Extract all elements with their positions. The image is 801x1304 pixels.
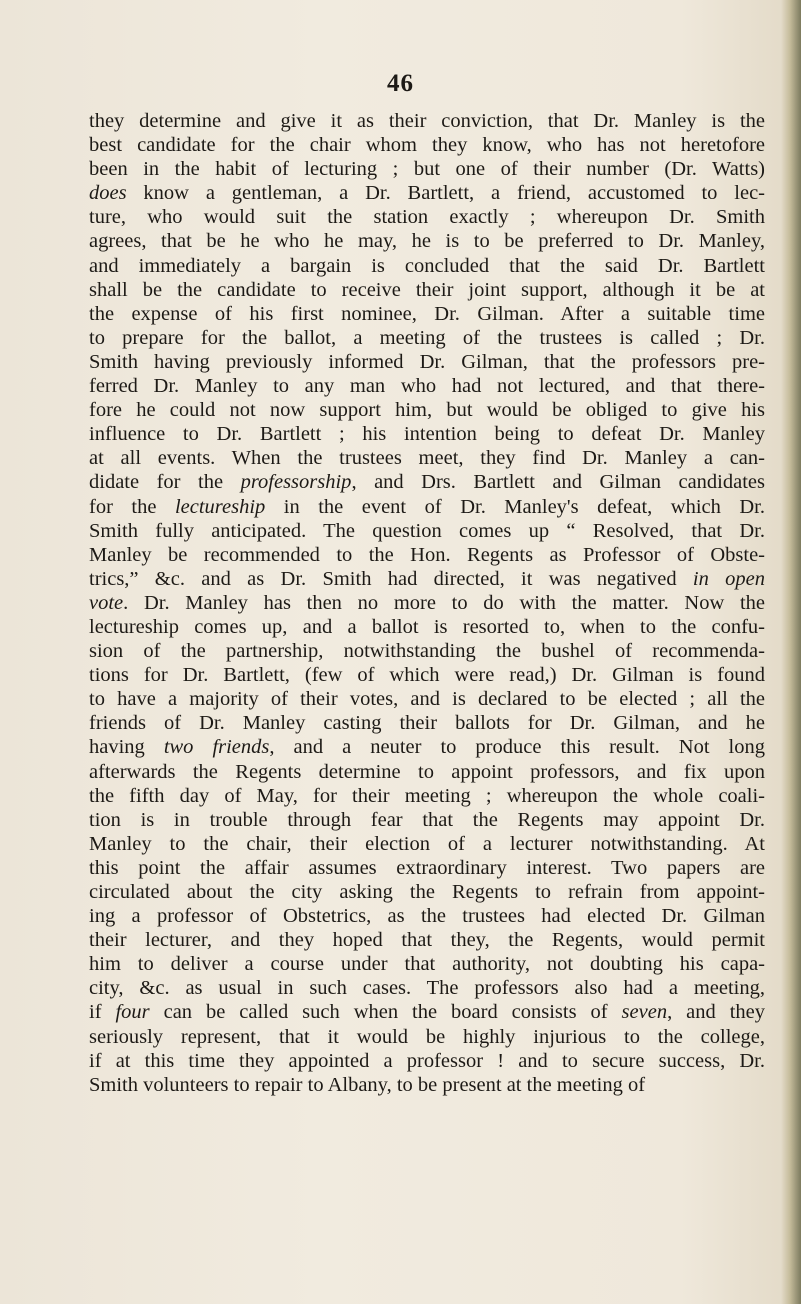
text-line: they determine and give it as their conviction, that Dr. Manley is the xyxy=(89,110,765,132)
text-line: fore he could not now support him, but would be obliged to give his xyxy=(89,399,765,422)
text-line: their lecturer, and they hoped that they, the Regents, would permit xyxy=(89,929,765,952)
text-line: Manley be recommended to the Hon. Regents as Professor of Obste- xyxy=(89,543,765,566)
text-line: best candidate for the chair whom they know, who has not heretofore xyxy=(89,134,765,157)
text-line: lectureship comes up, and a ballot is resorted to, when to the confu- xyxy=(89,615,765,638)
text-line: friends of Dr. Manley casting their ballots for Dr. Gilman, and he xyxy=(89,712,765,735)
text-line: having two friends, and a neuter to produce this result. Not long xyxy=(89,736,765,759)
text-line: ferred Dr. Manley to any man who had not lectured, and that there- xyxy=(89,375,765,398)
text-line: at all events. When the trustees meet, they find Dr. Manley a can- xyxy=(89,447,765,470)
text-line: circulated about the city asking the Regents to refrain from appoint- xyxy=(89,881,765,903)
text-line: trics,” &c. and as Dr. Smith had directed, it was negatived in open xyxy=(89,567,765,590)
page-edge-shadow xyxy=(781,0,801,1304)
text-line: influence to Dr. Bartlett ; his intention being to defeat Dr. Manley xyxy=(89,423,765,446)
text-line: vote. Dr. Manley has then no more to do with the matter. Now the xyxy=(89,591,765,614)
text-line: to have a majority of their votes, and is declared to be elected ; all the xyxy=(89,688,765,711)
text-line: tions for Dr. Bartlett, (few of which were read,) Dr. Gilman is found xyxy=(89,664,765,687)
text-line: Smith volunteers to repair to Albany, to be present at the meeting of xyxy=(89,1073,646,1096)
text-line: seriously represent, that it would be highly injurious to the college, xyxy=(89,1025,765,1048)
text-line: sion of the partnership, notwithstanding the bushel of recommenda- xyxy=(89,640,765,663)
text-line: shall be the candidate to receive their joint support, although it be at xyxy=(89,278,765,301)
text-line: does know a gentleman, a Dr. Bartlett, a friend, accustomed to lec- xyxy=(89,182,765,205)
text-line: Manley to the chair, their election of a lecturer notwithstanding. At xyxy=(89,832,765,855)
text-line: if four can be called such when the board consists of seven, and they xyxy=(89,1001,765,1024)
text-line: city, &c. as usual in such cases. The professors also had a meeting, xyxy=(89,977,765,1000)
text-line: didate for the professorship, and Drs. Bartlett and Gilman candidates xyxy=(89,471,765,494)
text-line: Smith fully anticipated. The question comes up “ Resolved, that Dr. xyxy=(89,519,765,542)
text-line: been in the habit of lecturing ; but one of their number (Dr. Watts) xyxy=(89,158,765,181)
text-line: and immediately a bargain is concluded that the said Dr. Bartlett xyxy=(89,254,765,277)
text-line: ture, who would suit the station exactly ; whereupon Dr. Smith xyxy=(89,206,765,229)
text-line: ing a professor of Obstetrics, as the trustees had elected Dr. Gilman xyxy=(89,905,765,928)
text-line: for the lectureship in the event of Dr. Manley's defeat, which Dr. xyxy=(89,495,765,518)
text-line: agrees, that be he who he may, he is to be preferred to Dr. Manley, xyxy=(89,230,765,253)
text-line: afterwards the Regents determine to appoint professors, and fix upon xyxy=(89,760,765,783)
page-number: 46 xyxy=(387,70,414,97)
text-line: Smith having previously informed Dr. Gilman, that the professors pre- xyxy=(89,350,765,373)
text-line: this point the affair assumes extraordinary interest. Two papers are xyxy=(89,856,765,879)
text-line: him to deliver a course under that authority, not doubting his capa- xyxy=(89,953,765,976)
body-text xyxy=(89,109,765,1097)
text-line: if at this time they appointed a professor ! and to secure success, Dr. xyxy=(89,1049,765,1072)
text-line: to prepare for the ballot, a meeting of the trustees is called ; Dr. xyxy=(89,326,765,349)
text-line: the fifth day of May, for their meeting ; whereupon the whole coali- xyxy=(89,784,765,807)
text-line: the expense of his first nominee, Dr. Gilman. After a suitable time xyxy=(89,302,765,325)
text-line: tion is in trouble through fear that the Regents may appoint Dr. xyxy=(89,808,765,831)
